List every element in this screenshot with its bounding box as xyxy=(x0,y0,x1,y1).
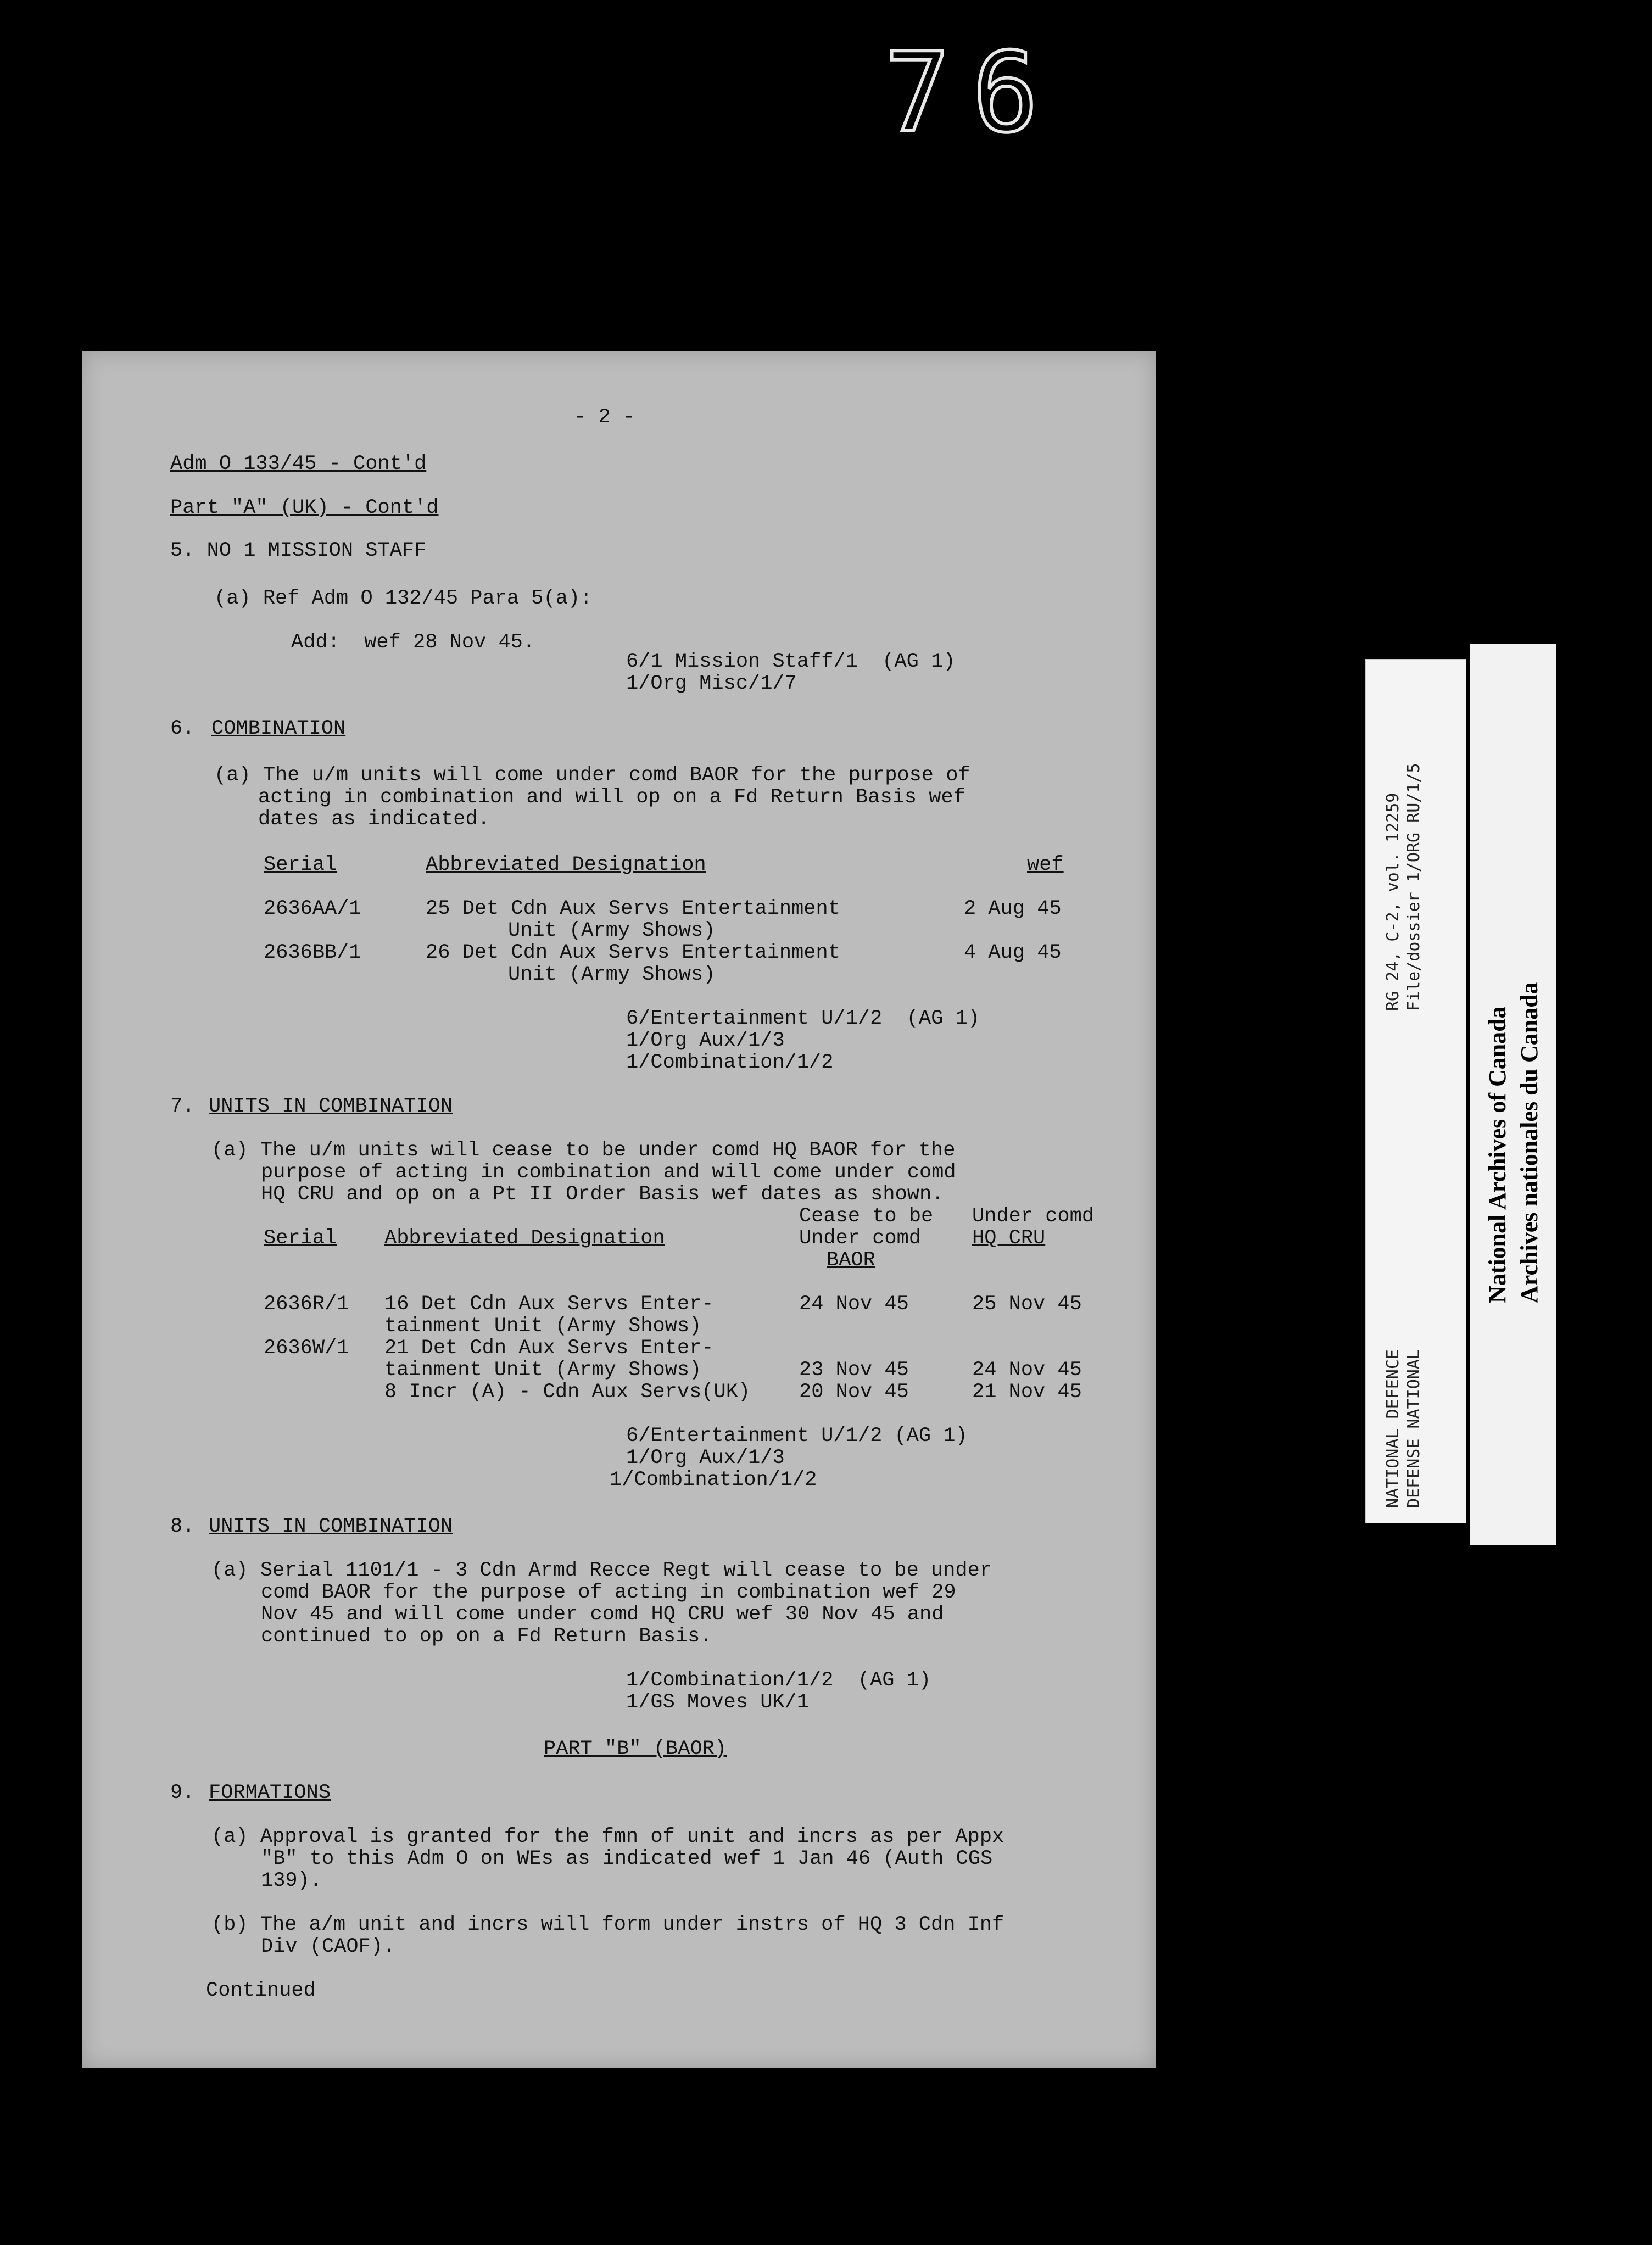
table-cell-designation-cont: Unit (Army Shows) xyxy=(508,963,716,986)
section-7-number: 7. xyxy=(170,1095,195,1118)
section-9-a-line-3: 139). xyxy=(261,1869,322,1892)
section-7-col-cease-1: Cease to be xyxy=(799,1205,934,1228)
table-cell-designation-cont: tainment Unit (Army Shows) xyxy=(384,1359,702,1382)
section-7-heading: UNITS IN COMBINATION xyxy=(209,1095,453,1118)
section-7-col-cease-2: Under comd xyxy=(799,1227,922,1250)
table-cell-under: 25 Nov 45 xyxy=(972,1293,1082,1316)
table-cell-wef: 2 Aug 45 xyxy=(964,897,1062,920)
section-7-col-under-2: HQ CRU xyxy=(972,1227,1046,1250)
section-7-col-designation: Abbreviated Designation xyxy=(384,1227,665,1250)
archive-ref-line-3: NATIONAL DEFENCE xyxy=(1383,1349,1403,1508)
archive-ref-line-4: DEFENSE NATIONAL xyxy=(1404,1349,1424,1508)
section-8-ref-1: 1/Combination/1/2 (AG 1) xyxy=(626,1669,931,1692)
archive-reference-label xyxy=(1365,659,1466,1523)
table-cell-wef: 4 Aug 45 xyxy=(964,941,1062,964)
national-archives-label xyxy=(1470,644,1556,1545)
section-7-para-line-2: purpose of acting in combination and will come under comd xyxy=(261,1161,956,1184)
section-8-para-line-1: (a) Serial 1101/1 - 3 Cdn Armd Recce Regt will cease to be under xyxy=(211,1559,992,1582)
table-cell-designation-cont: tainment Unit (Army Shows) xyxy=(384,1315,702,1338)
section-7-col-cease-3: BAOR xyxy=(827,1249,875,1272)
section-5-heading: 5. NO 1 MISSION STAFF xyxy=(170,539,427,562)
section-8-heading: UNITS IN COMBINATION xyxy=(209,1515,453,1538)
page-stamp-number: 76 xyxy=(884,29,1061,157)
section-6-col-wef: wef xyxy=(1027,853,1064,876)
section-9-a-line-1: (a) Approval is granted for the fmn of unit and incrs as per Appx xyxy=(211,1825,1004,1849)
section-8-number: 8. xyxy=(170,1515,195,1538)
table-cell-serial: 2636R/1 xyxy=(264,1293,349,1316)
archives-name-english: National Archives of Canada xyxy=(1484,1006,1511,1303)
section-6-ref-3: 1/Combination/1/2 xyxy=(626,1051,834,1074)
continued-footer: Continued xyxy=(206,1979,316,2002)
section-7-ref-1: 6/Entertainment U/1/2 (AG 1) xyxy=(626,1425,968,1448)
section-9-b-line-2: Div (CAOF). xyxy=(261,1935,395,1958)
part-a-header: Part "A" (UK) - Cont'd xyxy=(170,496,439,520)
section-6-col-designation: Abbreviated Designation xyxy=(426,853,706,876)
table-cell-serial: 2636BB/1 xyxy=(264,941,361,964)
section-5-add: Add: wef 28 Nov 45. xyxy=(291,631,535,654)
archive-ref-line-1: RG 24, C-2, vol. 12259 xyxy=(1383,792,1403,1011)
section-6-ref-1: 6/Entertainment U/1/2 (AG 1) xyxy=(626,1007,980,1030)
section-7-col-under-1: Under comd xyxy=(972,1205,1095,1228)
section-7-col-serial: Serial xyxy=(264,1227,337,1250)
section-6-para-line-3: dates as indicated. xyxy=(258,808,490,831)
section-9-heading: FORMATIONS xyxy=(209,1782,331,1805)
section-8-para-line-2: comd BAOR for the purpose of acting in combination wef 29 xyxy=(261,1581,956,1604)
table-cell-designation: 8 Incr (A) - Cdn Aux Servs(UK) xyxy=(384,1381,751,1404)
section-9-number: 9. xyxy=(170,1782,195,1805)
table-cell-designation-cont: Unit (Army Shows) xyxy=(508,919,716,942)
table-cell-cease: 23 Nov 45 xyxy=(799,1359,909,1382)
section-5-ref-2: 1/Org Misc/1/7 xyxy=(626,672,797,695)
document-page xyxy=(82,351,1156,2068)
archives-name-french: Archives nationales du Canada xyxy=(1516,982,1543,1303)
section-7-ref-2: 1/Org Aux/1/3 xyxy=(626,1447,785,1470)
page-number: - 2 - xyxy=(574,406,635,429)
table-cell-serial: 2636AA/1 xyxy=(264,897,361,920)
section-6-para-line-2: acting in combination and will op on a Fd Return Basis wef xyxy=(258,786,965,809)
section-5-a: (a) Ref Adm O 132/45 Para 5(a): xyxy=(214,587,593,610)
section-9-a-line-2: "B" to this Adm O on WEs as indicated wef 1 Jan 46 (Auth CGS xyxy=(261,1847,993,1870)
section-8-para-line-4: continued to op on a Fd Return Basis. xyxy=(261,1625,712,1648)
section-8-para-line-3: Nov 45 and will come under comd HQ CRU wef 30 Nov 45 and xyxy=(261,1603,944,1626)
table-cell-cease: 20 Nov 45 xyxy=(799,1381,909,1404)
section-5-ref-1: 6/1 Mission Staff/1 (AG 1) xyxy=(626,650,956,673)
table-cell-serial: 2636W/1 xyxy=(264,1337,349,1360)
table-cell-designation: 16 Det Cdn Aux Servs Enter- xyxy=(384,1293,714,1316)
table-cell-under: 21 Nov 45 xyxy=(972,1381,1082,1404)
section-6-col-serial: Serial xyxy=(264,853,337,876)
part-b-header: PART "B" (BAOR) xyxy=(544,1738,727,1761)
section-8-ref-2: 1/GS Moves UK/1 xyxy=(626,1691,810,1714)
document-header: Adm O 133/45 - Cont'd xyxy=(170,453,427,476)
section-6-para-line-1: (a) The u/m units will come under comd BAOR for the purpose of xyxy=(214,764,970,787)
archive-ref-line-2: File/dossier 1/ORG RU/1/5 xyxy=(1404,763,1424,1011)
section-7-para-line-3: HQ CRU and op on a Pt II Order Basis wef dates as shown. xyxy=(261,1183,944,1206)
section-6-heading: COMBINATION xyxy=(211,717,346,740)
section-7-ref-3: 1/Combination/1/2 xyxy=(610,1468,817,1492)
table-cell-cease: 24 Nov 45 xyxy=(799,1293,909,1316)
table-cell-designation: 25 Det Cdn Aux Servs Entertainment xyxy=(426,897,840,920)
section-7-para-line-1: (a) The u/m units will cease to be under comd HQ BAOR for the xyxy=(211,1139,956,1162)
table-cell-designation: 26 Det Cdn Aux Servs Entertainment xyxy=(426,941,840,964)
table-cell-under: 24 Nov 45 xyxy=(972,1359,1082,1382)
section-9-b-line-1: (b) The a/m unit and incrs will form under instrs of HQ 3 Cdn Inf xyxy=(211,1913,1004,1936)
section-6-number: 6. xyxy=(170,717,195,740)
section-6-ref-2: 1/Org Aux/1/3 xyxy=(626,1029,785,1052)
table-cell-designation: 21 Det Cdn Aux Servs Enter- xyxy=(384,1337,714,1360)
